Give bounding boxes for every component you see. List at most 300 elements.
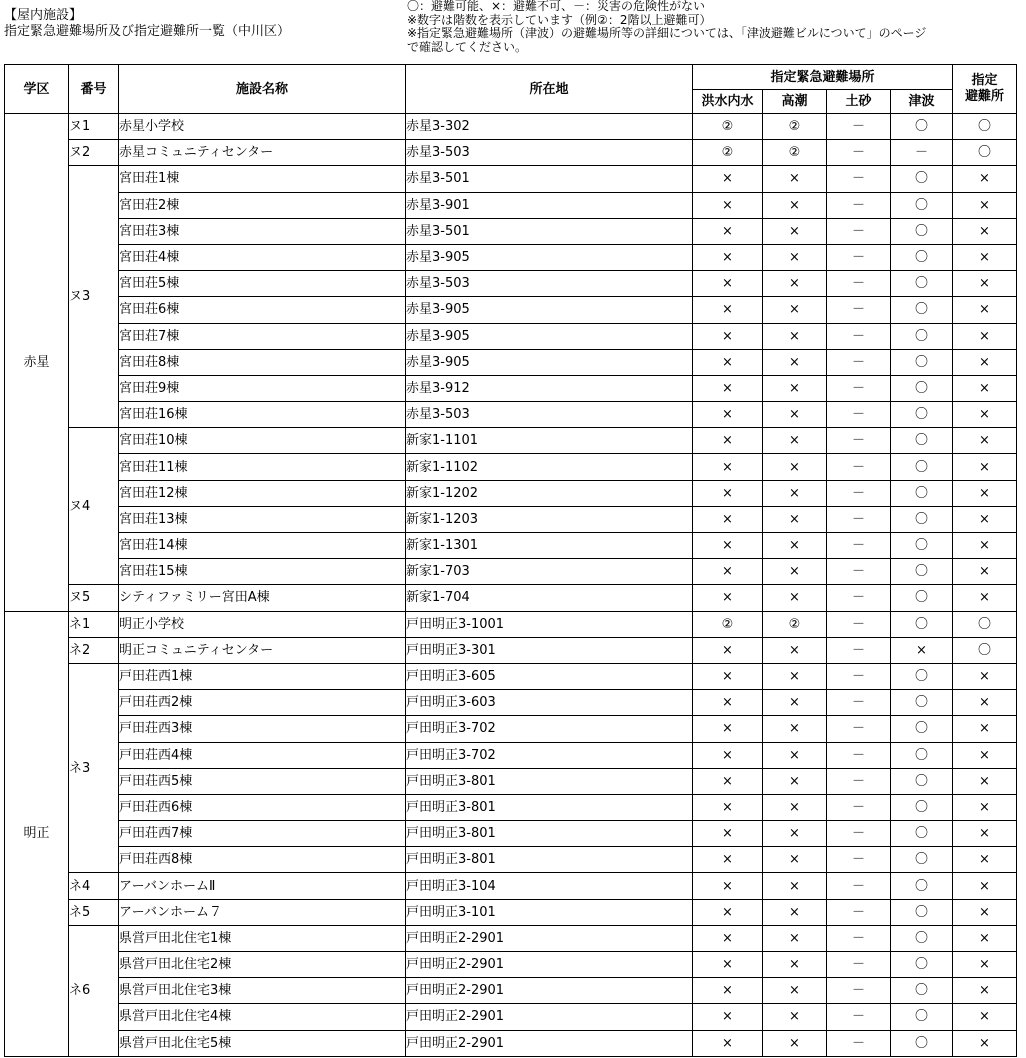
cell-shisetsu: 宮田荘4棟	[119, 244, 406, 270]
cell-shozaichi: 新家1-703	[406, 559, 693, 585]
table-row	[5, 140, 1017, 166]
cell-shozaichi: 戸田明正2-2901	[406, 952, 693, 978]
cell-tsunami: 〇	[891, 611, 953, 637]
cell-takashio: ×	[763, 375, 827, 401]
cell-tsunami: 〇	[891, 559, 953, 585]
cell-tsunami: 〇	[891, 925, 953, 951]
cell-dosha: －	[827, 114, 891, 140]
cell-takashio: ×	[763, 244, 827, 270]
cell-takashio: ×	[763, 1030, 827, 1056]
cell-kozui: ×	[693, 402, 763, 428]
cell-shisetsu: 宮田荘1棟	[119, 166, 406, 192]
cell-hinanjo: ×	[953, 1030, 1017, 1056]
cell-kozui: ×	[693, 244, 763, 270]
cell-shozaichi: 戸田明正3-104	[406, 873, 693, 899]
cell-takashio: ×	[763, 323, 827, 349]
cell-kozui: ×	[693, 585, 763, 611]
cell-shisetsu: 宮田荘8棟	[119, 349, 406, 375]
cell-hinanjo: ×	[953, 559, 1017, 585]
cell-shozaichi: 赤星3-905	[406, 349, 693, 375]
cell-shozaichi: 戸田明正2-2901	[406, 1004, 693, 1030]
col-header-kinkyu-group: 指定緊急避難場所	[693, 65, 953, 90]
cell-hinanjo: ×	[953, 847, 1017, 873]
cell-shisetsu: 県営戸田北住宅4棟	[119, 1004, 406, 1030]
cell-kozui: ×	[693, 428, 763, 454]
table-row	[5, 663, 1017, 689]
cell-dosha: －	[827, 690, 891, 716]
cell-shozaichi: 赤星3-302	[406, 114, 693, 140]
cell-takashio: ×	[763, 978, 827, 1004]
cell-takashio: ×	[763, 925, 827, 951]
cell-hinanjo: ×	[953, 716, 1017, 742]
cell-kozui: ×	[693, 690, 763, 716]
cell-hinanjo: ×	[953, 166, 1017, 192]
legend-symbols: 〇：避難可能、×：避難不可、－：災害の危険性がない	[407, 0, 706, 13]
col-header-shisetsu: 施設名称	[119, 65, 406, 114]
cell-hinanjo: ×	[953, 192, 1017, 218]
cell-shozaichi: 赤星3-905	[406, 323, 693, 349]
table-row	[5, 349, 1017, 375]
cell-takashio: ×	[763, 533, 827, 559]
cell-kozui: ×	[693, 297, 763, 323]
cell-tsunami: 〇	[891, 873, 953, 899]
cell-shisetsu: 明正コミュニティセンター	[119, 637, 406, 663]
cell-hinanjo: ×	[953, 873, 1017, 899]
cell-bango: ヌ2	[69, 140, 119, 166]
table-row	[5, 114, 1017, 140]
cell-tsunami: ×	[891, 637, 953, 663]
cell-bango: ネ4	[69, 873, 119, 899]
cell-kozui: ×	[693, 218, 763, 244]
cell-shisetsu: アーバンホーム７	[119, 899, 406, 925]
cell-tsunami: 〇	[891, 533, 953, 559]
cell-shisetsu: 戸田荘西8棟	[119, 847, 406, 873]
cell-takashio: ②	[763, 140, 827, 166]
cell-bango: ネ5	[69, 899, 119, 925]
cell-shozaichi: 戸田明正3-605	[406, 663, 693, 689]
cell-hinanjo: ×	[953, 925, 1017, 951]
table-row	[5, 794, 1017, 820]
cell-shisetsu: 戸田荘西3棟	[119, 716, 406, 742]
cell-dosha: －	[827, 978, 891, 1004]
cell-shozaichi: 戸田明正3-801	[406, 768, 693, 794]
col-header-dosha: 土砂	[827, 90, 891, 114]
table-row	[5, 506, 1017, 532]
table-row	[5, 952, 1017, 978]
cell-kozui: ×	[693, 663, 763, 689]
cell-dosha: －	[827, 480, 891, 506]
cell-shisetsu: 宮田荘2棟	[119, 192, 406, 218]
cell-bango: ネ3	[69, 663, 119, 873]
cell-hinanjo: ×	[953, 428, 1017, 454]
cell-shozaichi: 新家1-704	[406, 585, 693, 611]
table-row	[5, 690, 1017, 716]
cell-kozui: ×	[693, 1004, 763, 1030]
cell-shozaichi: 赤星3-905	[406, 244, 693, 270]
cell-kozui: ×	[693, 506, 763, 532]
cell-kozui: ×	[693, 166, 763, 192]
cell-dosha: －	[827, 559, 891, 585]
cell-tsunami: 〇	[891, 166, 953, 192]
cell-shozaichi: 赤星3-912	[406, 375, 693, 401]
cell-hinanjo: 〇	[953, 140, 1017, 166]
table-row	[5, 925, 1017, 951]
cell-tsunami: 〇	[891, 375, 953, 401]
cell-shozaichi: 新家1-1102	[406, 454, 693, 480]
cell-shisetsu: 赤星コミュニティセンター	[119, 140, 406, 166]
cell-takashio: ×	[763, 637, 827, 663]
cell-takashio: ×	[763, 454, 827, 480]
cell-shisetsu: 戸田荘西1棟	[119, 663, 406, 689]
cell-shozaichi: 赤星3-501	[406, 218, 693, 244]
cell-dosha: －	[827, 402, 891, 428]
cell-shozaichi: 赤星3-901	[406, 192, 693, 218]
cell-kozui: ×	[693, 768, 763, 794]
cell-shisetsu: 戸田荘西5棟	[119, 768, 406, 794]
cell-hinanjo: ×	[953, 978, 1017, 1004]
cell-dosha: －	[827, 506, 891, 532]
cell-takashio: ×	[763, 716, 827, 742]
cell-tsunami: 〇	[891, 480, 953, 506]
cell-hinanjo: ×	[953, 1004, 1017, 1030]
cell-shisetsu: 明正小学校	[119, 611, 406, 637]
cell-shisetsu: 戸田荘西4棟	[119, 742, 406, 768]
cell-hinanjo: 〇	[953, 637, 1017, 663]
cell-dosha: －	[827, 742, 891, 768]
cell-bango: ヌ4	[69, 428, 119, 585]
cell-shisetsu: 宮田荘16棟	[119, 402, 406, 428]
cell-dosha: －	[827, 271, 891, 297]
cell-shisetsu: 宮田荘15棟	[119, 559, 406, 585]
table-row	[5, 192, 1017, 218]
cell-tsunami: 〇	[891, 114, 953, 140]
cell-shisetsu: 宮田荘3棟	[119, 218, 406, 244]
table-row	[5, 428, 1017, 454]
cell-dosha: －	[827, 952, 891, 978]
cell-dosha: －	[827, 428, 891, 454]
cell-tsunami: 〇	[891, 1030, 953, 1056]
cell-kozui: ×	[693, 978, 763, 1004]
cell-shozaichi: 戸田明正3-1001	[406, 611, 693, 637]
cell-takashio: ×	[763, 821, 827, 847]
cell-dosha: －	[827, 768, 891, 794]
table-row	[5, 402, 1017, 428]
cell-shozaichi: 戸田明正2-2901	[406, 978, 693, 1004]
cell-shozaichi: 戸田明正3-702	[406, 742, 693, 768]
table-row	[5, 480, 1017, 506]
cell-tsunami: 〇	[891, 742, 953, 768]
cell-kozui: ×	[693, 716, 763, 742]
col-header-shozaichi: 所在地	[406, 65, 693, 114]
cell-kozui: ×	[693, 899, 763, 925]
cell-takashio: ×	[763, 847, 827, 873]
cell-tsunami: 〇	[891, 323, 953, 349]
cell-takashio: ×	[763, 899, 827, 925]
table-row	[5, 821, 1017, 847]
cell-shisetsu: 県営戸田北住宅1棟	[119, 925, 406, 951]
cell-kozui: ②	[693, 114, 763, 140]
table-row	[5, 454, 1017, 480]
col-header-tsunami: 津波	[891, 90, 953, 114]
cell-shisetsu: 宮田荘11棟	[119, 454, 406, 480]
cell-kozui: ×	[693, 873, 763, 899]
cell-tsunami: －	[891, 140, 953, 166]
page-heading	[4, 8, 290, 40]
cell-takashio: ×	[763, 794, 827, 820]
cell-takashio: ②	[763, 114, 827, 140]
cell-takashio: ×	[763, 1004, 827, 1030]
table-row	[5, 297, 1017, 323]
cell-hinanjo: ×	[953, 297, 1017, 323]
cell-kozui: ×	[693, 794, 763, 820]
cell-shozaichi: 赤星3-905	[406, 297, 693, 323]
col-header-takashio: 高潮	[763, 90, 827, 114]
cell-dosha: －	[827, 533, 891, 559]
shelter-table	[4, 64, 1017, 1057]
cell-shozaichi: 新家1-1101	[406, 428, 693, 454]
cell-hinanjo: ×	[953, 506, 1017, 532]
page-title: 指定緊急避難場所及び指定避難所一覧（中川区）	[4, 24, 291, 39]
cell-shozaichi: 新家1-1203	[406, 506, 693, 532]
cell-dosha: －	[827, 192, 891, 218]
cell-kozui: ×	[693, 952, 763, 978]
cell-dosha: －	[827, 611, 891, 637]
cell-tsunami: 〇	[891, 768, 953, 794]
cell-shisetsu: 宮田荘10棟	[119, 428, 406, 454]
cell-hinanjo: ×	[953, 402, 1017, 428]
cell-tsunami: 〇	[891, 402, 953, 428]
cell-kozui: ×	[693, 637, 763, 663]
cell-tsunami: 〇	[891, 978, 953, 1004]
cell-shozaichi: 戸田明正3-301	[406, 637, 693, 663]
table-row	[5, 559, 1017, 585]
cell-shozaichi: 新家1-1202	[406, 480, 693, 506]
cell-tsunami: 〇	[891, 1004, 953, 1030]
table-row	[5, 847, 1017, 873]
cell-dosha: －	[827, 140, 891, 166]
cell-takashio: ×	[763, 873, 827, 899]
cell-shozaichi: 戸田明正3-603	[406, 690, 693, 716]
table-row	[5, 1004, 1017, 1030]
table-row	[5, 244, 1017, 270]
cell-takashio: ×	[763, 166, 827, 192]
cell-dosha: －	[827, 821, 891, 847]
cell-takashio: ×	[763, 506, 827, 532]
cell-hinanjo: 〇	[953, 611, 1017, 637]
cell-tsunami: 〇	[891, 271, 953, 297]
table-row	[5, 585, 1017, 611]
cell-hinanjo: ×	[953, 271, 1017, 297]
cell-takashio: ×	[763, 663, 827, 689]
cell-shozaichi: 戸田明正3-801	[406, 821, 693, 847]
table-header	[5, 65, 1017, 114]
cell-tsunami: 〇	[891, 506, 953, 532]
cell-shozaichi: 戸田明正3-101	[406, 899, 693, 925]
cell-dosha: －	[827, 637, 891, 663]
table-row	[5, 873, 1017, 899]
cell-shozaichi: 戸田明正3-801	[406, 794, 693, 820]
cell-shisetsu: 宮田荘6棟	[119, 297, 406, 323]
cell-hinanjo: ×	[953, 533, 1017, 559]
cell-takashio: ×	[763, 952, 827, 978]
cell-kozui: ②	[693, 140, 763, 166]
cell-takashio: ②	[763, 611, 827, 637]
legend-tsunami-note-cont: で確認してください。	[407, 39, 528, 54]
cell-bango: ヌ3	[69, 166, 119, 428]
table-row	[5, 166, 1017, 192]
cell-shisetsu: 県営戸田北住宅5棟	[119, 1030, 406, 1056]
cell-tsunami: 〇	[891, 297, 953, 323]
cell-hinanjo: ×	[953, 323, 1017, 349]
cell-shisetsu: 宮田荘7棟	[119, 323, 406, 349]
table-row	[5, 271, 1017, 297]
cell-hinanjo: ×	[953, 585, 1017, 611]
cell-bango: ネ1	[69, 611, 119, 637]
cell-takashio: ×	[763, 742, 827, 768]
cell-shisetsu: 宮田荘14棟	[119, 533, 406, 559]
cell-shozaichi: 戸田明正3-702	[406, 716, 693, 742]
cell-hinanjo: ×	[953, 663, 1017, 689]
cell-dosha: －	[827, 663, 891, 689]
cell-tsunami: 〇	[891, 952, 953, 978]
cell-kozui: ×	[693, 349, 763, 375]
cell-shozaichi: 赤星3-501	[406, 166, 693, 192]
cell-takashio: ×	[763, 192, 827, 218]
cell-takashio: ×	[763, 349, 827, 375]
cell-kozui: ×	[693, 271, 763, 297]
col-header-gakku: 学区	[5, 65, 69, 114]
cell-dosha: －	[827, 899, 891, 925]
section-label: 【屋内施設】	[4, 8, 83, 23]
cell-kozui: ×	[693, 847, 763, 873]
cell-dosha: －	[827, 323, 891, 349]
cell-kozui: ×	[693, 1030, 763, 1056]
cell-tsunami: 〇	[891, 349, 953, 375]
cell-kozui: ×	[693, 192, 763, 218]
cell-hinanjo: 〇	[953, 114, 1017, 140]
cell-kozui: ×	[693, 559, 763, 585]
cell-dosha: －	[827, 925, 891, 951]
cell-shisetsu: 宮田荘5棟	[119, 271, 406, 297]
cell-shisetsu: アーバンホームⅡ	[119, 873, 406, 899]
cell-dosha: －	[827, 847, 891, 873]
table-row	[5, 1030, 1017, 1056]
cell-gakku: 赤星	[5, 114, 69, 612]
cell-hinanjo: ×	[953, 821, 1017, 847]
cell-hinanjo: ×	[953, 742, 1017, 768]
cell-hinanjo: ×	[953, 794, 1017, 820]
cell-shozaichi: 戸田明正2-2901	[406, 1030, 693, 1056]
cell-shisetsu: 宮田荘13棟	[119, 506, 406, 532]
cell-tsunami: 〇	[891, 821, 953, 847]
cell-tsunami: 〇	[891, 585, 953, 611]
cell-shisetsu: シティファミリー宮田A棟	[119, 585, 406, 611]
cell-kozui: ×	[693, 323, 763, 349]
cell-shisetsu: 県営戸田北住宅3棟	[119, 978, 406, 1004]
cell-dosha: －	[827, 244, 891, 270]
cell-dosha: －	[827, 218, 891, 244]
table-row	[5, 323, 1017, 349]
cell-kozui: ×	[693, 925, 763, 951]
table-row	[5, 218, 1017, 244]
legend-floor-note: ※数字は階数を表示しています（例②：2階以上避難可）	[407, 12, 712, 27]
cell-dosha: －	[827, 794, 891, 820]
table-row	[5, 637, 1017, 663]
cell-hinanjo: ×	[953, 454, 1017, 480]
cell-kozui: ×	[693, 742, 763, 768]
cell-tsunami: 〇	[891, 663, 953, 689]
cell-dosha: －	[827, 716, 891, 742]
cell-takashio: ×	[763, 768, 827, 794]
cell-shozaichi: 赤星3-503	[406, 140, 693, 166]
cell-bango: ネ6	[69, 925, 119, 1056]
cell-tsunami: 〇	[891, 794, 953, 820]
cell-kozui: ×	[693, 480, 763, 506]
cell-dosha: －	[827, 454, 891, 480]
cell-takashio: ×	[763, 218, 827, 244]
cell-takashio: ×	[763, 297, 827, 323]
cell-kozui: ×	[693, 454, 763, 480]
cell-hinanjo: ×	[953, 480, 1017, 506]
table-row	[5, 742, 1017, 768]
legend-notes	[407, 0, 1026, 54]
cell-dosha: －	[827, 297, 891, 323]
cell-dosha: －	[827, 166, 891, 192]
col-header-hinanjo	[953, 65, 1017, 114]
cell-takashio: ×	[763, 559, 827, 585]
cell-tsunami: 〇	[891, 899, 953, 925]
cell-takashio: ×	[763, 428, 827, 454]
cell-takashio: ×	[763, 402, 827, 428]
cell-dosha: －	[827, 1030, 891, 1056]
cell-shozaichi: 戸田明正3-801	[406, 847, 693, 873]
cell-shozaichi: 戸田明正2-2901	[406, 925, 693, 951]
table-row	[5, 978, 1017, 1004]
table-row	[5, 533, 1017, 559]
cell-shozaichi: 赤星3-503	[406, 402, 693, 428]
table-row	[5, 899, 1017, 925]
cell-kozui: ×	[693, 533, 763, 559]
cell-takashio: ×	[763, 690, 827, 716]
cell-tsunami: 〇	[891, 192, 953, 218]
cell-tsunami: 〇	[891, 690, 953, 716]
table-body	[5, 114, 1017, 1057]
legend-tsunami-note: ※指定緊急避難場所（津波）の避難場所等の詳細については、「津波避難ビルについて」のページ	[407, 26, 927, 40]
cell-dosha: －	[827, 1004, 891, 1030]
cell-dosha: －	[827, 349, 891, 375]
cell-kozui: ②	[693, 611, 763, 637]
cell-tsunami: 〇	[891, 244, 953, 270]
cell-hinanjo: ×	[953, 768, 1017, 794]
table-row	[5, 768, 1017, 794]
table-row	[5, 611, 1017, 637]
cell-kozui: ×	[693, 375, 763, 401]
cell-takashio: ×	[763, 480, 827, 506]
cell-hinanjo: ×	[953, 690, 1017, 716]
cell-gakku: 明正	[5, 611, 69, 1056]
cell-tsunami: 〇	[891, 428, 953, 454]
cell-shisetsu: 宮田荘12棟	[119, 480, 406, 506]
col-header-hinanjo-text: 指定 避難所	[964, 73, 1004, 104]
cell-takashio: ×	[763, 585, 827, 611]
cell-shisetsu: 戸田荘西7棟	[119, 821, 406, 847]
cell-bango: ヌ1	[69, 114, 119, 140]
cell-takashio: ×	[763, 271, 827, 297]
cell-dosha: －	[827, 585, 891, 611]
cell-shozaichi: 赤星3-503	[406, 271, 693, 297]
cell-tsunami: 〇	[891, 218, 953, 244]
cell-tsunami: 〇	[891, 847, 953, 873]
